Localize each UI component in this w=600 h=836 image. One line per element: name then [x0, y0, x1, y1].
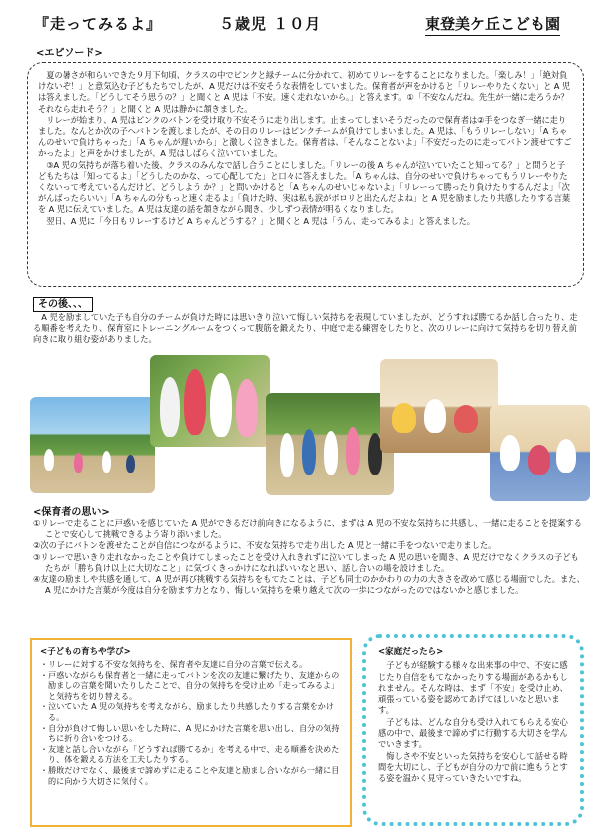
list-item: ・泣いていた A 児の気持ちを考えながら、励ましたり共感したりする言葉をかける。 [40, 701, 334, 722]
grade-label: ５歳児 １０月 [219, 15, 322, 33]
home-box [362, 634, 584, 826]
episode-paragraph: リレーが始まり、A 児はピンクのバトンを受け取り不安そうに走り出します。止まってしまいそうだったので保育者は②手をつなぎ一緒に走りました。なんとか次の子へバトンを渡しましたが、その日のリレーはピンクチームが負けてしまいました。A 児は、「もうリレーしない」「A ちゃんのせいで負けちゃった」「A ちゃんが遅いから」と激しく泣きました。保育者は、「そんなことないよ」「不安だったのに走ってバトン渡せてすごかったよ」と声をかけましたが、A 児はしばらく泣いていました。 [38, 114, 572, 159]
list-item: ④友達の励ましや共感を通して、A 児が再び挑戦する気持ちをもてたことは、子ども同士のかかわりの力の大きさを改めて感じる場面でした。また、A 児にかけた言葉が今度は自分を励ます力となり、悔しい気持ちを乗り越えて次の一歩につながったのではないかと感じました。 [33, 574, 585, 596]
home-label: <家庭だったら> [378, 647, 444, 657]
photo-children-group [150, 355, 270, 447]
list-item: ①リレーで走ることに戸惑いを感じていた A 児ができるだけ前向きになるように、まずは A 児の不安な気持ちに共感し、一緒に走ることを提案することで安心して挑戦できるよう寄り添いました。 [33, 518, 582, 540]
teacher-thoughts-label: <保育者の思い> [33, 507, 110, 518]
teacher-thoughts-list [33, 518, 586, 596]
list-item: ・友達と話し合いながら「どうすれば勝てるか」を考える中で、走る順番を決めたり、体を鍛える方法を工夫したりする。 [40, 743, 340, 765]
list-item: ・戸惑いながらも保育者と一緒に走ってバトンを次の友達に繋げたり、友達からの励ましの言葉を聞いたりしたことで、自分の気持ちを受け止め「走ってみるよ」と気持ちを切り替える。 [40, 669, 340, 701]
episode-paragraph: ③A 児の気持ちが落ち着いた後、クラスのみんなで話し合うことにしました。「リレーの後 A ちゃんが泣いていたこと知ってる？」と問うと子どもたちは「知ってるよ」「どうしたのかな、って心配してた」と口々に答えました。「A ちゃんは、自分のせいで負けちゃってもうリレーやりたくないって考えているんだけど、どうしよう か？」と問いかけると「A ちゃんのせいじゃないよ」「リレーって勝ったり負けたりするんだよ」「次がんばったらいい」「A ちゃんの分もっと速く走るよ」「負けた時、実は私も涙がポロリと出たんだよね」と A 児を励ましたり共感したりする言葉を A 児に伝えていました。A 児は友達の話を頷きながら聞き、少しずつ表情が明るくなりました。 [38, 159, 571, 215]
list-item: ・勝敗だけでなく、最後まで諦めずに走ることや友達と励まし合いながら一緒に目的に向かう大切さに気付く。 [40, 764, 340, 786]
list-item: ③リレーで思いきり走れなかったことや負けてしまったことを受け入れきれずに泣いてしまった A 児の思いを聞き、A 児だけでなくクラスの子どもたちが「勝ち負け以上に大切なこと」に気づくきっかけになればいいなと思い、話し合いの場を設けました。 [33, 551, 579, 573]
photo-indoor-mats [490, 405, 590, 501]
episode-paragraph: 翌日、A 児に「今日もリレーするけど A ちゃんどうする？」と聞くと A 児は「うん、走ってみるよ」と答えました。 [46, 215, 475, 226]
home-paragraph: 子どもは、どんな自分も受け入れてもらえる安心感の中で、最後まで諦めずに行動する大切さを学んでいきます。 [378, 716, 568, 750]
list-item: ・自分が負けて悔しい思いをした時に、A 児にかけた言葉を思い出し、自分の気持ちに折り合いをつける。 [40, 722, 340, 744]
episode-box [27, 62, 584, 287]
page-header [34, 13, 560, 35]
school-name: 東登美ケ丘こども園 [425, 13, 560, 36]
photo-running [266, 393, 394, 495]
after-text: A 児を励ましていた子も自分のチームが負けた時には思いきり泣いて悔しい気持ちを表現していましたが、どうすれば勝てるか話し合ったり、走る順番を考えたり、保育室にトレーニングルームをつくって腹筋を鍛えたり、中庭で走る練習をしたりと、次のリレーに向けて気持ちを切り替え前向きに取り組む姿がありました。 [33, 312, 578, 345]
home-paragraph: 悔しさや不安といった気持ちを安心して話せる時間を大切にし、子どもが自分の力で前に進もうとする姿を温かく見守っていきたいですね。 [378, 750, 568, 784]
photo-schoolyard [30, 397, 155, 493]
photo-collage [30, 355, 590, 503]
episode-paragraph: 夏の暑さが和らいできた９月下旬頃、クラスの中でピンクと緑チームに分かれて、初めてリレーをすることになりました。「楽しみ！」「絶対負けないぞ！」と意気込む子どもたちでしたが、A 児だけは不安そうな表情をしていました。保育者が声をかけると「リレーやりたくない」と A 児は答えました。「どうしてそう思うの？」と聞くと A 児は「不安。速く走れないから。」と答えます。①「不安なんだね。先生が一緒に走ろうか？それなら走れそう？」と聞くと A 児は静かに頷きました。 [38, 70, 571, 114]
home-paragraph: 子どもが経験する様々な出来事の中で、不安に感じたり自信をもてなかったりする場面があるかもしれません。そんな時は、まず「不安」を受け止め、頑張っている姿を認めてあげてほしいなと思います。 [378, 660, 568, 716]
growth-box [30, 638, 352, 827]
list-item: ・リレーに対する不安な気持ちを、保育者や友達に自分の言葉で伝える。 [40, 659, 308, 669]
growth-list [40, 659, 342, 786]
episode-label: <エピソード> [36, 48, 103, 59]
after-label: その後、、、 [33, 297, 93, 312]
growth-label: <子どもの育ちや学び> [40, 647, 131, 657]
page-title: 『走ってみるよ』 [34, 15, 163, 33]
list-item: ②次の子にバトンを渡せたことが自信につながるように、不安な気持ちで走り出した A 児と一緒に手をつないで走りました。 [33, 540, 497, 551]
photo-indoor-training [380, 359, 498, 453]
